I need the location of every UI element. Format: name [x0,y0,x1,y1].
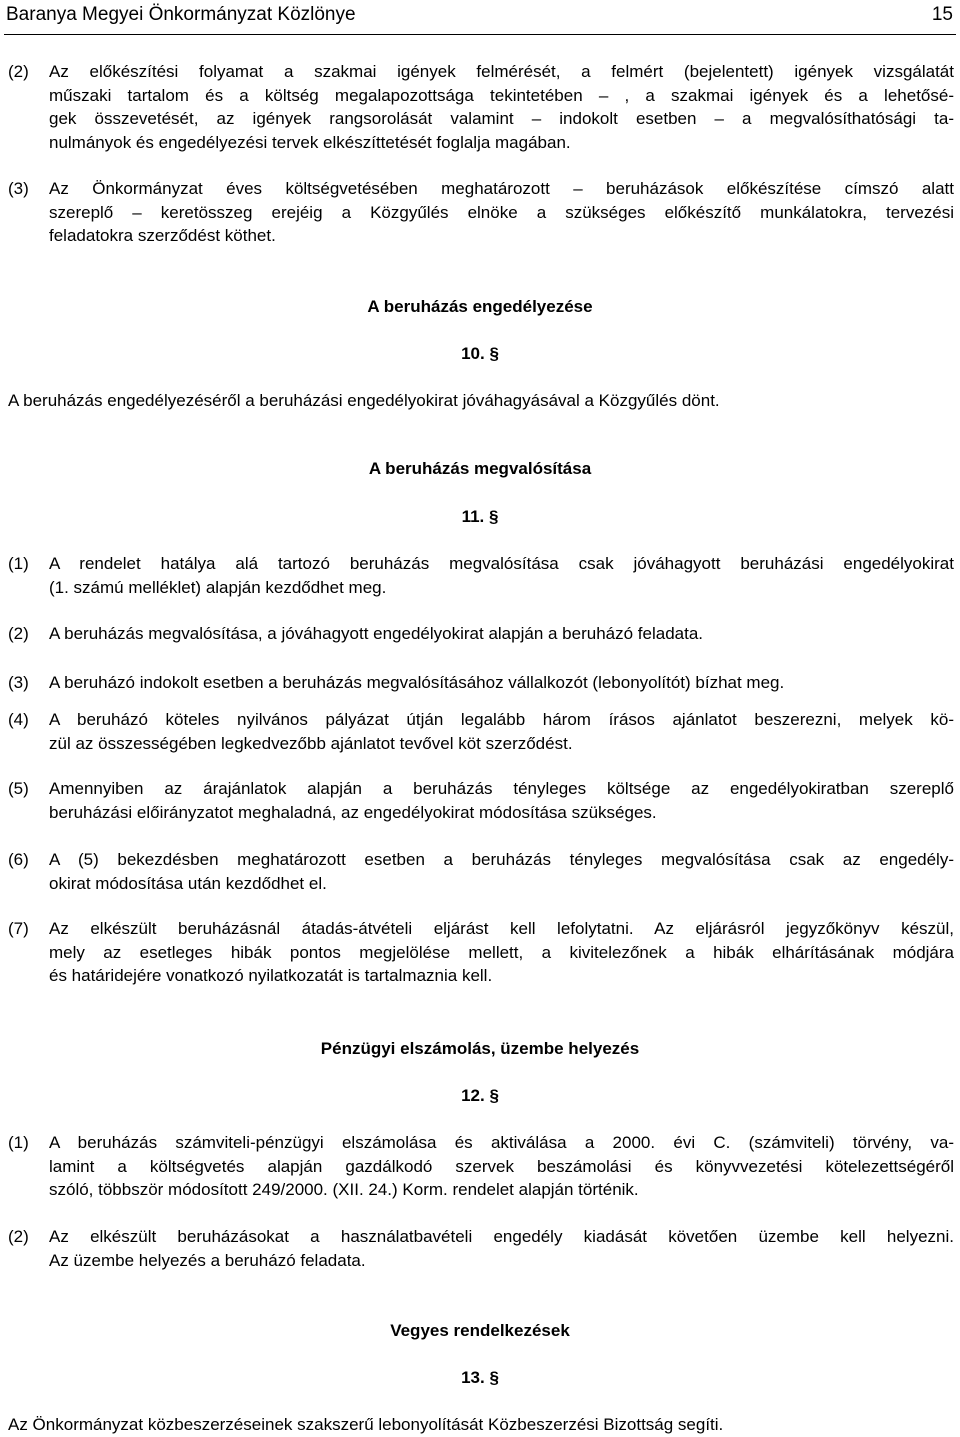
section-heading-10: A beruházás engedélyezése [367,297,593,316]
text-line: zül az összességében legkedvezőbb ajánlatot tevővel köt szerződést. [49,733,573,753]
page-header [4,0,956,35]
publication-title: Baranya Megyei Önkormányzat Közlönye [6,4,356,25]
paragraph-number: (7) [8,919,29,938]
text-line: A rendelet hatálya alá tartozó beruházás megvalósítása csak jóváhagyott beruházási engedélyokirat [49,554,954,573]
text-line: szóló, többször módosított 249/2000. (XII. 24.) Korm. rendelet alapján történik. [49,1180,639,1199]
text-line: szereplő – keretösszeg erejéig a Közgyűlés elnöke a szükséges előkészítő munkálatokra, tervezési [49,202,954,222]
text-line: feladatokra szerződést köthet. [49,226,276,245]
text-line: gek összevetését, az igények rangsorolását valamint – indokolt esetben – a megvalósíthatósági ta- [49,109,954,128]
text-line: mely az esetleges hibák pontos megjelölése mellett, a kivitelezőnek a hibák elhárításának módjára [49,942,954,962]
text-line: nulmányok és engedélyezési tervek elkészíttetését foglalja magában. [49,132,571,152]
paragraph-number: (3) [8,673,29,692]
text-line: Az üzembe helyezés a beruházó feladata. [49,1250,366,1270]
page-number: 15 [931,4,953,25]
paragraph-number: (2) [8,1227,29,1246]
section-number-11: 11. § [461,507,499,526]
text-line: műszaki tartalom és a költség megalapozottsága tekintetében – , a szakmai igények és a lehetősé- [49,85,954,105]
text-line: A beruházás számviteli-pénzügyi elszámolása és aktiválása a 2000. évi C. (számviteli) törvény, va- [49,1133,954,1152]
section-heading-12: Pénzügyi elszámolás, üzembe helyezés [320,1039,640,1058]
text-line: A beruházás megvalósítása, a jóváhagyott engedélyokirat alapján a beruházó feladata. [49,624,704,643]
section-heading-11: A beruházás megvalósítása [368,459,592,478]
text-line: A (5) bekezdésben meghatározott esetben a beruházás tényleges megvalósítása csak az engedély- [49,850,954,869]
text-line: A beruházó indokolt esetben a beruházás megvalósításához vállalkozót (lebonyolítót) bízhat meg. [49,673,785,692]
paragraph-number: (1) [8,1133,29,1152]
text-line: beruházási előirányzatot meghaladná, az engedélyokirat módosítása szükséges. [49,802,657,822]
text-line: (1. számú melléklet) alapján kezdődhet meg. [49,577,387,597]
text-line: A beruházó köteles nyilvános pályázat útján legalább három írásos ajánlatot beszerezni, melyek kö- [49,710,954,729]
text-line: Amennyiben az árajánlatok alapján a beruházás tényleges költsége az engedélyokiratban szereplő [49,779,954,798]
text-line: A beruházás engedélyezéséről a beruházási engedélyokirat jóváhagyásával a Közgyűlés dönt. [8,391,720,410]
paragraph-number: (4) [8,710,29,729]
paragraph-number: (2) [8,624,29,643]
section-number-13: 13. § [461,1368,499,1387]
paragraph-number: (2) [8,62,29,81]
paragraph-number: (1) [8,554,29,573]
text-line: okirat módosítása után kezdődhet el. [49,873,327,893]
text-line: Az elkészült beruházásokat a használatbavételi engedély kiadását követően üzembe kell helyezni. [49,1227,954,1246]
paragraph-number: (5) [8,779,29,798]
text-line: Az Önkormányzat közbeszerzéseinek szakszerű lebonyolítását Közbeszerzési Bizottság segíti. [8,1415,724,1434]
text-line: Az előkészítési folyamat a szakmai igények felmérését, a felmért (bejelentett) igények vizsgálatát [49,62,954,81]
section-number-10: 10. § [461,344,499,363]
text-line: Az elkészült beruházásnál átadás-átvételi eljárást kell lefolytatni. Az eljárásról jegyzőkönyv készül, [49,919,954,938]
text-line: és határidejére vonatkozó nyilatkozatát is tartalmaznia kell. [49,966,493,985]
text-line: Az Önkormányzat éves költségvetésében meghatározott – beruházások előkészítése címszó alatt [49,179,954,198]
paragraph-number: (3) [8,179,29,198]
text-line: lamint a költségvetés alapján gazdálkodó szervek beszámolási és könyvvezetési kötelezettségéről [49,1156,954,1176]
paragraph-number: (6) [8,850,29,869]
section-heading-13: Vegyes rendelkezések [390,1321,570,1340]
section-number-12: 12. § [461,1086,499,1105]
